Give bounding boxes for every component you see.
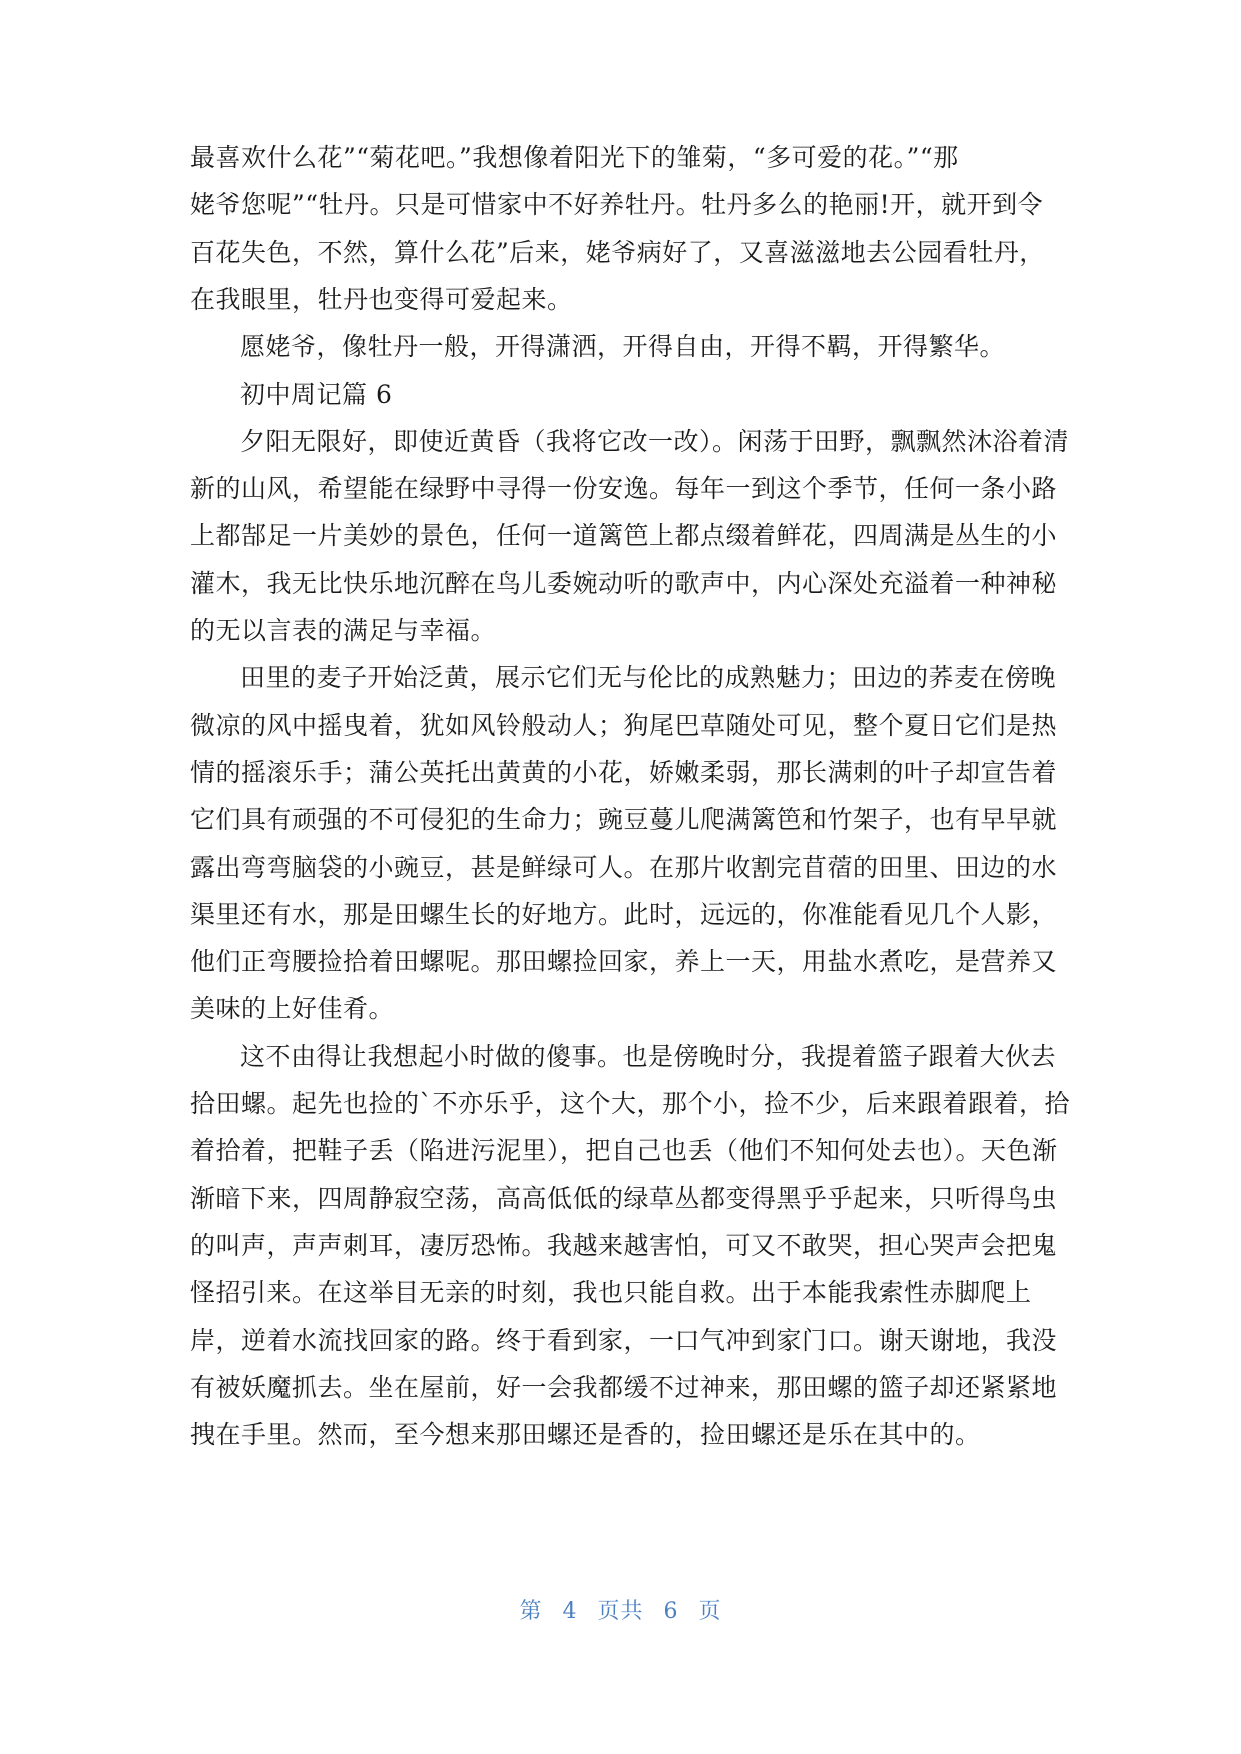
- text-line: 最喜欢什么花”“菊花吧。”我想像着阳光下的雏菊，“多可爱的花。”“那: [190, 143, 959, 172]
- text-line: 的叫声，声声刺耳，凄厉恐怖。我越来越害怕，可又不敢哭，担心哭声会把鬼: [190, 1231, 1058, 1260]
- text-line: 上都郜足一片美妙的景色，任何一道篱笆上都点缀着鲜花，四周满是丛生的小: [190, 521, 1058, 550]
- text-line: 田里的麦子开始泛黄，展示它们无与伦比的成熟魅力；田边的荞麦在傍晚: [240, 663, 1057, 692]
- text-line: 灌木，我无比快乐地沉醉在鸟儿委婉动听的歌声中，内心深处充溢着一种神秘: [190, 569, 1058, 598]
- footer-page-number: 4: [562, 1599, 578, 1624]
- footer-ye: 页共: [597, 1599, 644, 1624]
- footer-di: 第: [519, 1599, 543, 1624]
- text-line: 露出弯弯脑袋的小豌豆，甚是鲜绿可人。在那片收割完苜蓿的田里、田边的水: [190, 853, 1058, 882]
- text-line: 姥爷您呢”“牡丹。只是可惜家中不好养牡丹。牡丹多么的艳丽!开，就开到令: [190, 190, 1044, 219]
- text-line: 在我眼里，牡丹也变得可爱起来。: [190, 285, 573, 314]
- text-line: 渐暗下来，四周静寂空荡，高高低低的绿草丛都变得黑乎乎起来，只听得鸟虫: [190, 1184, 1058, 1213]
- text-line: 这不由得让我想起小时做的傻事。也是傍晚时分，我提着篮子跟着大伙去: [240, 1042, 1057, 1071]
- text-line: 百花失色，不然，算什么花”后来，姥爷病好了，又喜滋滋地去公园看牡丹，: [190, 238, 1045, 267]
- text-line: 它们具有顽强的不可侵犯的生命力；豌豆蔓儿爬满篱笆和竹架子，也有早早就: [190, 805, 1058, 834]
- text-line: 情的摇滚乐手；蒲公英托出黄黄的小花，娇嫩柔弱，那长满刺的叶子却宣告着: [190, 758, 1058, 787]
- text-line: 美味的上好佳肴。: [190, 994, 395, 1023]
- text-line: 岸，逆着水流找回家的路。终于看到家，一口气冲到家门口。谢天谢地，我没: [190, 1326, 1058, 1355]
- text-line: 微凉的风中摇曳着，犹如风铃般动人；狗尾巴草随处可见，整个夏日它们是热: [190, 711, 1058, 740]
- page-footer: [0, 1594, 1241, 1625]
- text-line: 怪招引来。在这举目无亲的时刻，我也只能自救。出于本能我索性赤脚爬上: [190, 1278, 1032, 1307]
- text-line: 他们正弯腰捡拾着田螺呢。那田螺捡回家，养上一天，用盐水煮吃，是营养又: [190, 947, 1058, 976]
- text-line: 的无以言表的满足与幸福。: [190, 616, 497, 645]
- text-line: 着拾着，把鞋子丢（陷进污泥里），把自己也丢（他们不知何处去也）。天色渐: [190, 1136, 1058, 1165]
- footer-total-pages: 6: [663, 1599, 679, 1624]
- section-heading: 初中周记篇 6: [240, 380, 393, 409]
- text-line: 夕阳无限好，即使近黄昏（我将它改一改）。闲荡于田野，飘飘然沐浴着清: [240, 427, 1070, 456]
- text-line: 愿姥爷，像牡丹一般，开得潇洒，开得自由，开得不羁，开得繁华。: [240, 332, 1006, 361]
- footer-ye2: 页: [698, 1599, 722, 1624]
- text-line: 渠里还有水，那是田螺生长的好地方。此时，远远的，你准能看见几个人影，: [190, 900, 1058, 929]
- text-line: 拾田螺。起先也捡的`不亦乐乎，这个大，那个小，捡不少，后来跟着跟着，拾: [190, 1089, 1071, 1118]
- text-line: 有被妖魔抓去。坐在屋前，好一会我都缓不过神来，那田螺的篮子却还紧紧地: [190, 1373, 1058, 1402]
- text-line: 拽在手里。然而，至今想来那田螺还是香的，捡田螺还是乐在其中的。: [190, 1420, 981, 1449]
- text-line: 新的山风，希望能在绿野中寻得一份安逸。每年一到这个季节，任何一条小路: [190, 474, 1058, 503]
